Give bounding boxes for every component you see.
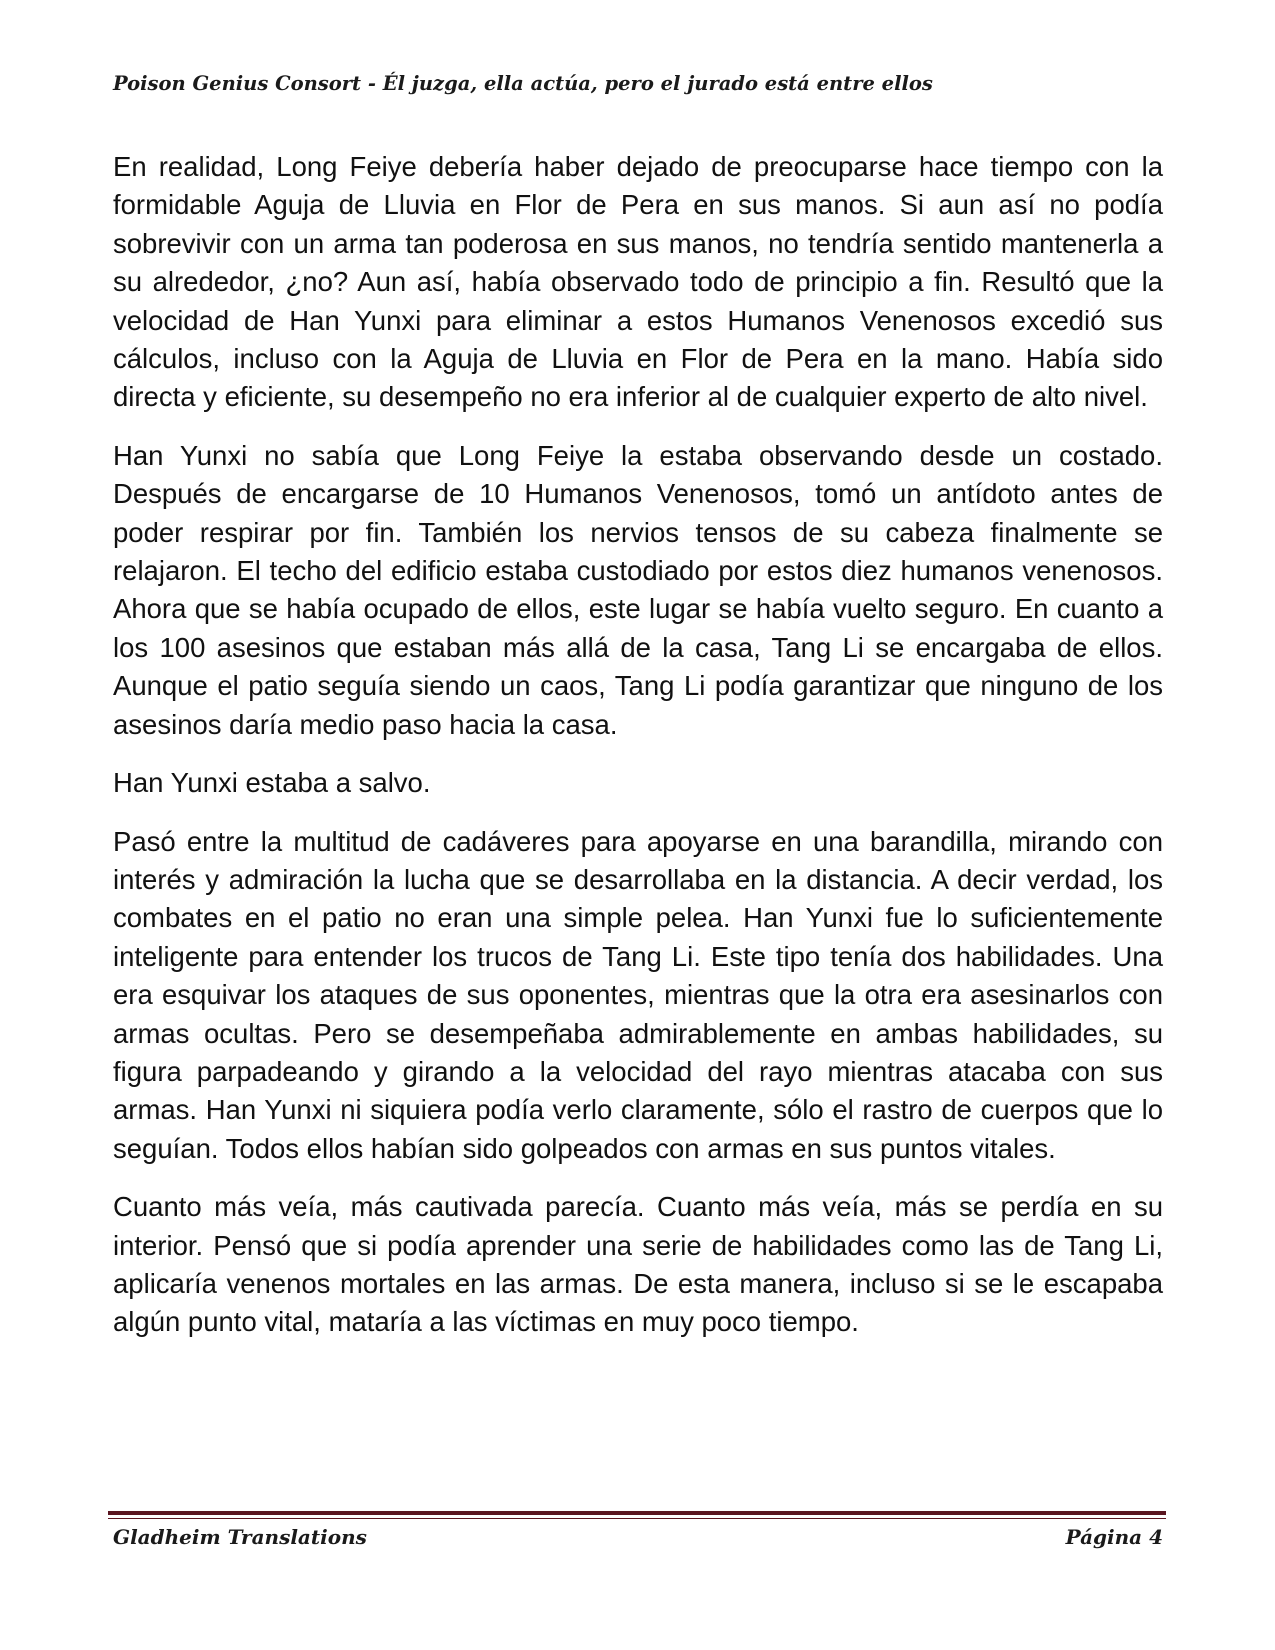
footer-divider xyxy=(108,1511,1166,1515)
paragraph: Cuanto más veía, más cautivada parecía. Cuanto más veía, más se perdía en su interior. Pensó que si podía aprender una serie de habilidades como las de Tang Li, aplicaría venenos mortales en las armas. De esta manera, incluso si se le escapaba algún punto vital, mataría a las víctimas en muy poco tiempo. xyxy=(113,1191,1163,1338)
paragraph: Han Yunxi estaba a salvo. xyxy=(113,767,431,799)
page-number: Página 4 xyxy=(1065,1525,1163,1549)
footer-publisher: Gladheim Translations xyxy=(113,1525,367,1549)
paragraph: Pasó entre la multitud de cadáveres para apoyarse en una barandilla, mirando con interés y admiración la lucha que se desarrollaba en la distancia. A decir verdad, los combates en el patio no eran una simple pelea. Han Yunxi fue lo suficientemente inteligente para entender los trucos de Tang Li. Este tipo tenía dos habilidades. Una era esquivar los ataques de sus oponentes, mientras que la otra era asesinarlos con armas ocultas. Pero se desempeñaba admirablemente en ambas habilidades, su figura parpadeando y girando a la velocidad del rayo mientras atacaba con sus armas. Han Yunxi ni siquiera podía verlo claramente, sólo el rastro de cuerpos que lo seguían. Todos ellos habían sido golpeados con armas en sus puntos vitales. xyxy=(113,825,1163,1164)
body-text xyxy=(113,148,1163,1342)
page-header: Poison Genius Consort - Él juzga, ella actúa, pero el jurado está entre ellos xyxy=(113,72,933,95)
paragraph: En realidad, Long Feiye debería haber dejado de preocuparse hace tiempo con la formidable Aguja de Lluvia en Flor de Pera en sus manos. Si aun así no podía sobrevivir con un arma tan poderosa en sus manos, no tendría sentido mantenerla a su alrededor, ¿no? Aun así, había observado todo de principio a fin. Resultó que la velocidad de Han Yunxi para eliminar a estos Humanos Venenosos excedió sus cálculos, incluso con la Aguja de Lluvia en Flor de Pera en la mano. Había sido directa y eficiente, su desempeño no era inferior al de cualquier experto de alto nivel. xyxy=(113,151,1163,413)
footer-divider-thin xyxy=(108,1518,1166,1519)
paragraph: Han Yunxi no sabía que Long Feiye la estaba observando desde un costado. Después de encargarse de 10 Humanos Venenosos, tomó un antídoto antes de poder respirar por fin. También los nervios tensos de su cabeza finalmente se relajaron. El techo del edificio estaba custodiado por estos diez humanos venenosos. Ahora que se había ocupado de ellos, este lugar se había vuelto seguro. En cuanto a los 100 asesinos que estaban más allá de la casa, Tang Li se encargaba de ellos. Aunque el patio seguía siendo un caos, Tang Li podía garantizar que ninguno de los asesinos daría medio paso hacia la casa. xyxy=(113,439,1163,740)
